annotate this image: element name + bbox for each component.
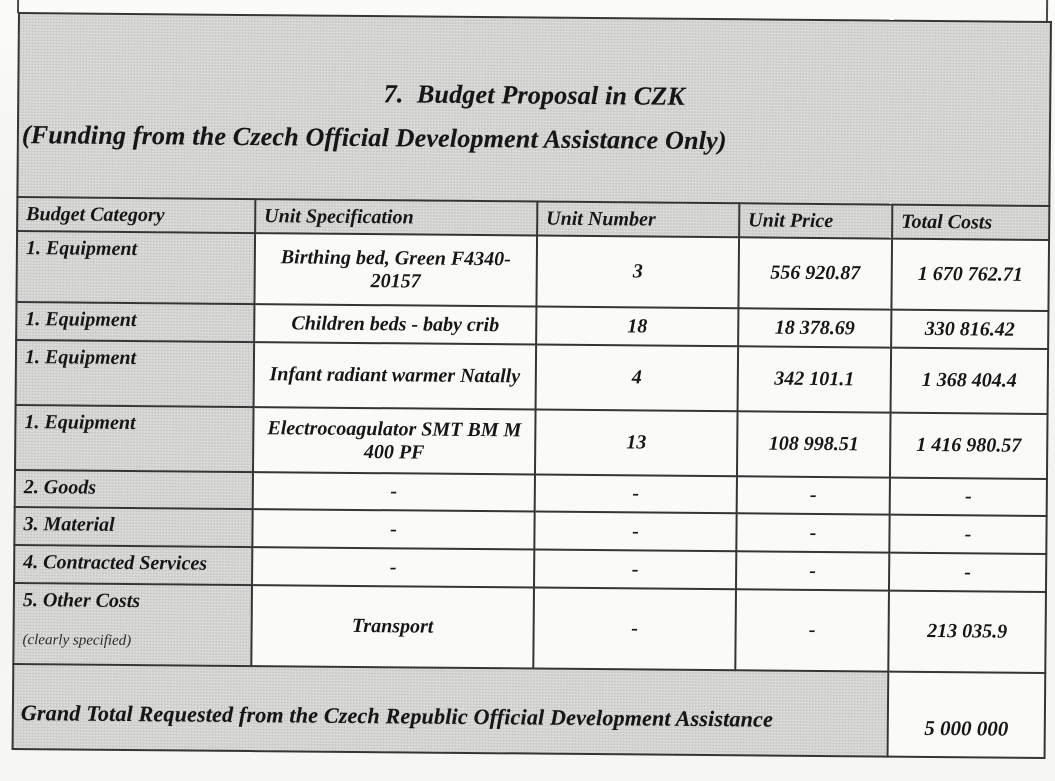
cell-budget-category: 1. Equipment (15, 405, 254, 472)
cell-unit-specification: Electrocoagulator SMT BM M 400 PF (253, 407, 536, 474)
cell-budget-category: 1. Equipment (16, 340, 255, 407)
cell-unit-number: 13 (535, 410, 738, 477)
cell-total-costs: - (889, 515, 1046, 554)
cell-budget-category: 1. Equipment (16, 302, 254, 342)
title-row (17, 13, 1051, 206)
table-row (15, 405, 1048, 479)
cell-total-costs: - (890, 478, 1047, 516)
cell-budget-category-label: 5. Other Costs (22, 589, 141, 613)
cell-unit-number: 4 (536, 345, 739, 412)
cell-budget-category (13, 583, 252, 666)
cell-unit-price: 108 998.51 (737, 411, 891, 477)
cell-budget-category: 1. Equipment (16, 231, 255, 304)
cell-total-costs: 330 816.42 (891, 310, 1048, 349)
cell-unit-specification: - (253, 472, 535, 511)
cell-unit-price: - (735, 589, 889, 671)
cell-unit-price: - (736, 551, 889, 590)
budget-proposal-table (12, 12, 1052, 759)
col-header-budget-category: Budget Category (17, 197, 255, 233)
col-header-unit-number: Unit Number (537, 202, 739, 238)
cell-unit-price: 342 101.1 (738, 346, 892, 412)
cell-unit-specification: - (252, 547, 534, 587)
title-cell (17, 13, 1051, 206)
section-title: 7. Budget Proposal in CZK (383, 79, 686, 111)
section-subtitle: (Funding from the Czech Official Development Assistance Only) (21, 120, 727, 156)
cell-unit-price: - (737, 476, 890, 514)
grand-total-value: 5 000 000 (888, 672, 1046, 758)
cell-budget-category-note: (clearly specified) (22, 632, 132, 650)
cell-unit-number: 3 (536, 236, 739, 309)
cell-total-costs: 1 368 404.4 (891, 348, 1049, 414)
cell-unit-price: 18 378.69 (738, 308, 891, 347)
cell-unit-number: - (535, 475, 737, 514)
cell-budget-category: 3. Material (14, 507, 252, 547)
col-header-unit-price: Unit Price (739, 203, 892, 238)
cell-unit-price: - (736, 513, 889, 552)
table-row (13, 583, 1046, 673)
table-row (16, 340, 1049, 414)
cell-unit-specification: Birthing bed, Green F4340-20157 (254, 233, 537, 306)
cell-budget-category: 4. Contracted Services (14, 545, 252, 585)
cell-total-costs: 1 416 980.57 (890, 413, 1048, 479)
cell-total-costs: 1 670 762.71 (891, 239, 1049, 311)
cell-unit-specification: Children beds - baby crib (254, 304, 536, 344)
cell-unit-number: 18 (536, 307, 738, 347)
cell-unit-number: - (534, 512, 736, 552)
cell-budget-category: 2. Goods (15, 470, 253, 509)
cell-unit-number: - (533, 588, 736, 671)
col-header-unit-specification: Unit Specification (255, 199, 537, 235)
col-header-total-costs: Total Costs (892, 205, 1049, 240)
cell-unit-specification: Infant radiant warmer Natally (254, 342, 537, 409)
cell-total-costs: - (889, 553, 1046, 592)
cell-unit-specification: - (252, 509, 534, 549)
grand-total-label: Grand Total Requested from the Czech Republic Official Development Assistance (13, 664, 889, 757)
cell-unit-price: 556 920.87 (738, 237, 892, 309)
cell-unit-specification: Transport (251, 585, 534, 668)
table-row (16, 231, 1049, 311)
cell-total-costs: 213 035.9 (888, 591, 1046, 673)
grand-total-row (13, 664, 1046, 758)
cell-unit-number: - (534, 550, 736, 590)
